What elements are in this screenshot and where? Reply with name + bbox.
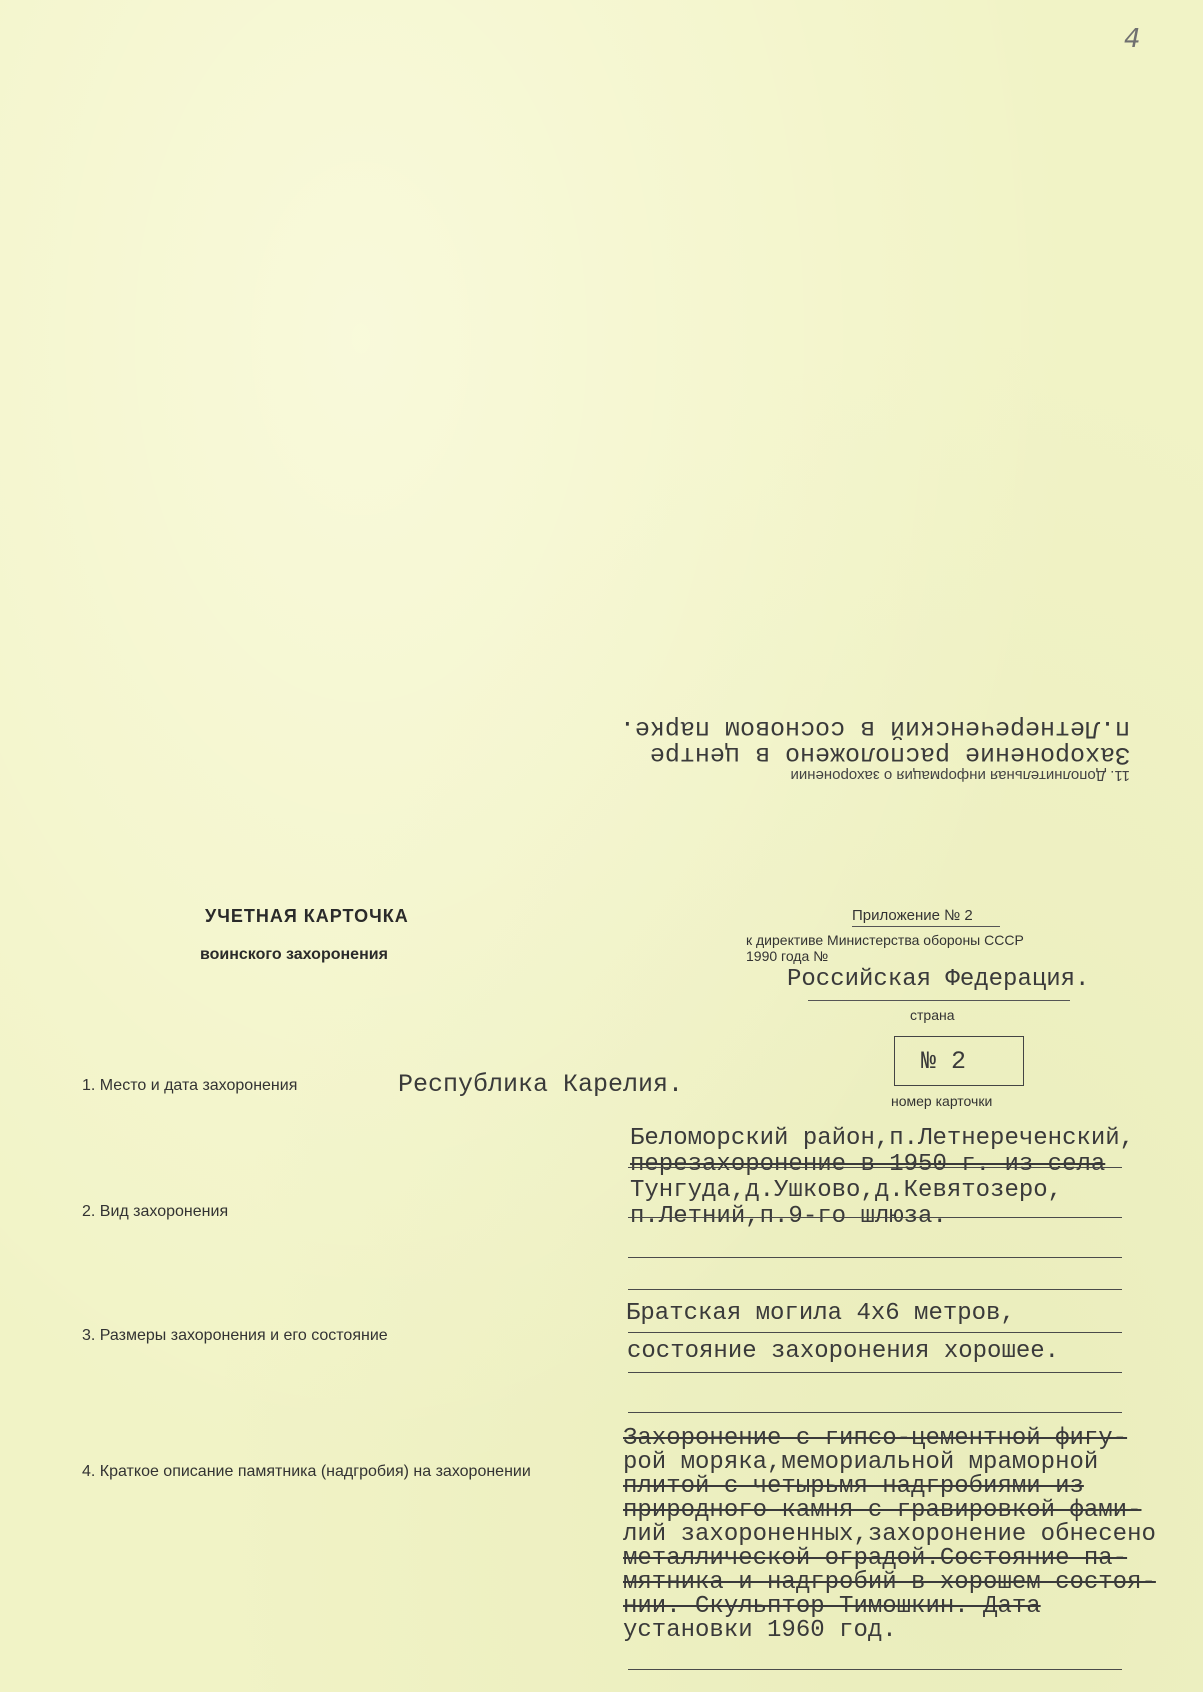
- field-4-line: металлической оградой.Состояние па-: [623, 1545, 1128, 1572]
- field-4-rule: [628, 1669, 1122, 1670]
- field-2-value: [630, 1126, 1190, 1230]
- appendix-underline: [852, 926, 1000, 927]
- field-2-label: 2. Вид захоронения: [82, 1203, 229, 1220]
- field-1-value: Республика Карелия.: [398, 1070, 684, 1099]
- card-subtitle: воинского захоронения: [200, 946, 388, 963]
- field-3-line: состояние захоронения хорошее.: [627, 1338, 1060, 1365]
- card-number-value: № 2: [921, 1047, 967, 1076]
- additional-info-heading: 11. Дополнительная информация о захоронении: [790, 767, 1130, 784]
- card-title: УЧЕТНАЯ КАРТОЧКА: [205, 906, 409, 926]
- card-number-box: [894, 1036, 1024, 1086]
- field-4-value: [623, 1427, 1193, 1643]
- page-number: 4: [1124, 24, 1141, 54]
- field-2-rule: [628, 1167, 1122, 1168]
- field-4-line: нии. Скульптор Тимошкин. Дата: [623, 1593, 1041, 1620]
- directive-line: 1990 года №: [746, 948, 829, 964]
- field-4-line: природного камня с гравировкой фами-: [623, 1497, 1142, 1524]
- field-2-rule: [628, 1289, 1122, 1290]
- country-value: Российская Федерация.: [787, 966, 1090, 993]
- additional-info-line: п.Летнереченский в сосновом парке.: [619, 714, 1130, 743]
- field-2-line: Беломорский район,п.Летнереченский,: [630, 1125, 1135, 1152]
- field-1-label: 1. Место и дата захоронения: [82, 1077, 298, 1094]
- directive-line: к директиве Министерства обороны СССР: [746, 932, 1024, 948]
- field-2-rule: [628, 1257, 1122, 1258]
- field-4-line: рой моряка,мемориальной мраморной: [623, 1449, 1099, 1476]
- field-2-line: Тунгуда,д.Ушково,д.Кевятозеро,: [630, 1177, 1063, 1204]
- field-4-line: установки 1960 год.: [623, 1617, 897, 1644]
- additional-info-line: Захоронение расположено в центре: [649, 740, 1130, 769]
- field-4-line: плитой с четырьмя надгробиями из: [623, 1473, 1084, 1500]
- field-3-line: Братская могила 4х6 метров,: [626, 1300, 1015, 1327]
- directive-reference: [746, 932, 1024, 964]
- field-4-line: Захоронение с гипсо-цементной фигу-: [623, 1425, 1128, 1452]
- country-caption: страна: [910, 1007, 955, 1023]
- field-3-rule: [628, 1332, 1122, 1333]
- field-4-label: 4. Краткое описание памятника (надгробия) на захоронении: [82, 1463, 531, 1480]
- field-3-label: 3. Размеры захоронения и его состояние: [82, 1327, 388, 1344]
- field-2-line: п.Летний,п.9-го шлюза.: [630, 1203, 947, 1230]
- field-4-line: мятника и надгробий в хорошем состоя-: [623, 1569, 1156, 1596]
- field-3-rule: [628, 1412, 1122, 1413]
- field-4-line: лий захороненных,захоронение обнесено: [623, 1521, 1156, 1548]
- field-3-rule: [628, 1372, 1122, 1373]
- field-2-rule: [628, 1217, 1122, 1218]
- country-underline: [808, 1000, 1070, 1001]
- appendix-title: Приложение № 2: [852, 907, 973, 924]
- card-number-caption: номер карточки: [891, 1093, 993, 1109]
- field-2-line: перезахоронение в 1950 г. из села: [630, 1151, 1106, 1178]
- additional-info-flipped: [550, 715, 1130, 790]
